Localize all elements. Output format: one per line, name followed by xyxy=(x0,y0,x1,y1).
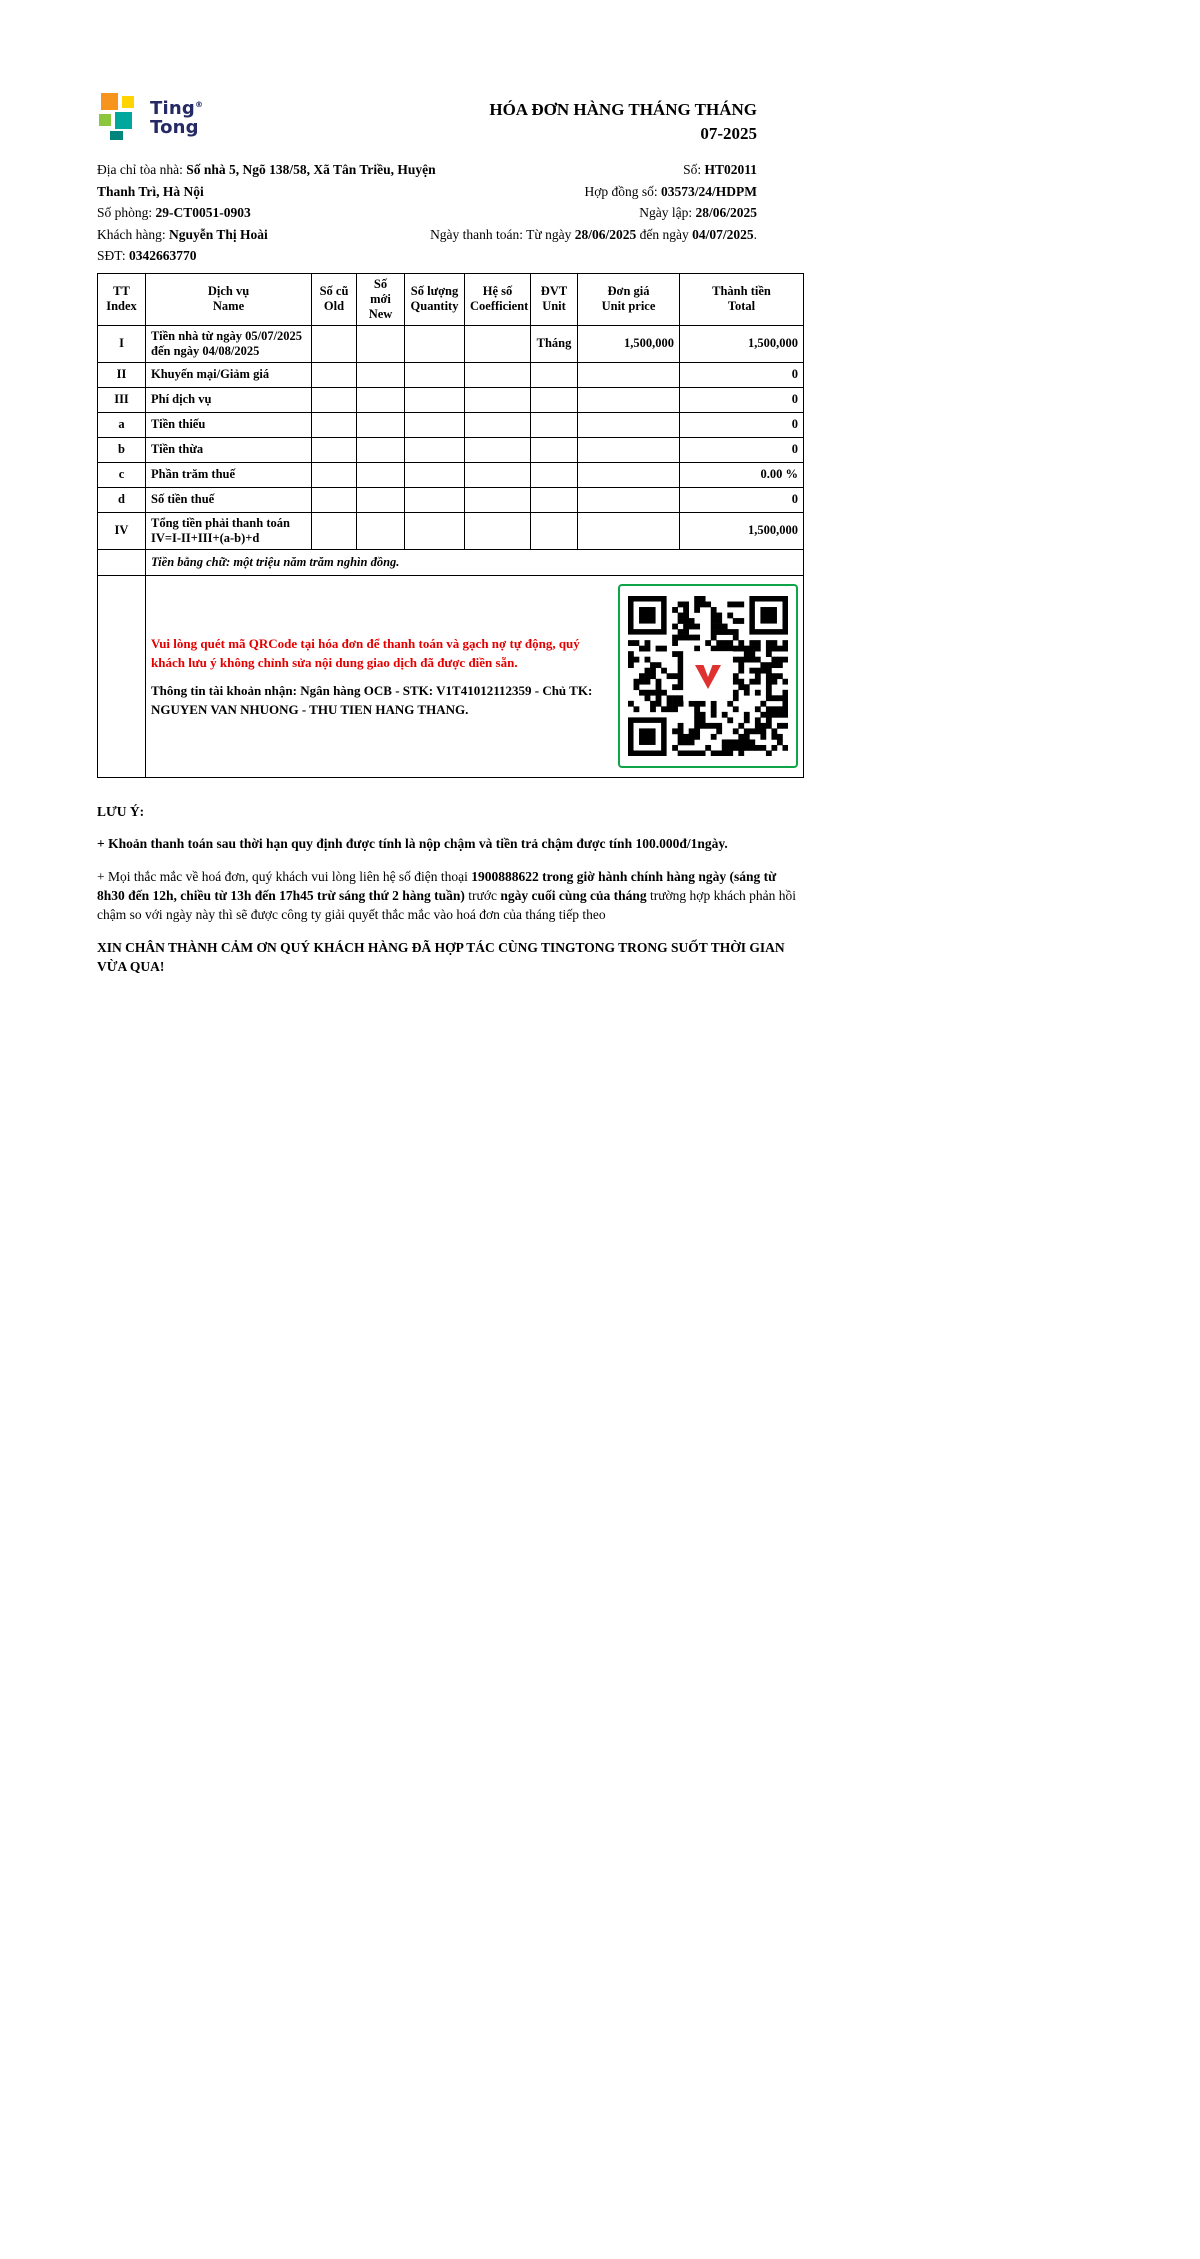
cell-index: a xyxy=(98,412,146,437)
table-row-excess xyxy=(98,437,804,462)
cell-unit-price: 1,500,000 xyxy=(578,325,680,362)
cell-total: 1,500,000 xyxy=(680,512,804,549)
cell-index: I xyxy=(98,325,146,362)
qr-code-frame xyxy=(618,584,798,768)
cell-empty xyxy=(98,549,146,575)
registered-mark: ® xyxy=(194,100,204,109)
cell-name: Tiền nhà từ ngày 05/07/2025 đến ngày 04/08/2025 xyxy=(146,325,312,362)
cell-unit-price xyxy=(578,362,680,387)
cell-total: 0 xyxy=(680,412,804,437)
cell-quantity xyxy=(405,412,465,437)
cell-total: 0 xyxy=(680,362,804,387)
info-left-column xyxy=(97,159,475,267)
cell-unit-price xyxy=(578,512,680,549)
table-header-row xyxy=(98,273,804,325)
cell-empty xyxy=(98,575,146,777)
logo-word-ting: Ting xyxy=(150,98,195,119)
cell-unit xyxy=(531,437,578,462)
cell-total: 0 xyxy=(680,387,804,412)
cell-new xyxy=(357,325,405,362)
invoice-header xyxy=(97,92,803,146)
cell-quantity xyxy=(405,487,465,512)
col-header-coefficient: Hệ số Coefficient xyxy=(465,273,531,325)
info-right-column xyxy=(430,159,757,245)
cell-unit xyxy=(531,362,578,387)
late-payment-note: + Khoản thanh toán sau thời hạn quy định được tính là nộp chậm và tiền trả chậm được tính 100.000đ/1ngày. xyxy=(97,835,728,851)
cell-quantity xyxy=(405,387,465,412)
cell-unit: Tháng xyxy=(531,325,578,362)
cell-unit-price xyxy=(578,412,680,437)
cell-quantity xyxy=(405,325,465,362)
cell-index: IV xyxy=(98,512,146,549)
cell-new xyxy=(357,412,405,437)
cell-new xyxy=(357,362,405,387)
qr-text-block xyxy=(151,634,593,719)
cell-unit-price xyxy=(578,462,680,487)
cell-unit xyxy=(531,487,578,512)
tingtong-logo-icon xyxy=(97,92,143,140)
tingtong-logo-text xyxy=(150,95,203,137)
bank-account-info: Thông tin tài khoản nhận: Ngân hàng OCB - STK: V1T41012112359 - Chủ TK: NGUYEN VAN NHUONG - THU TIEN HANG THANG. xyxy=(151,682,593,717)
cell-total: 0 xyxy=(680,437,804,462)
amount-in-words-row xyxy=(98,549,804,575)
cell-quantity xyxy=(405,362,465,387)
col-header-unit: ĐVT Unit xyxy=(531,273,578,325)
cell-unit xyxy=(531,462,578,487)
cell-new xyxy=(357,487,405,512)
cell-new xyxy=(357,387,405,412)
cell-total: 1,500,000 xyxy=(680,325,804,362)
cell-index: d xyxy=(98,487,146,512)
qr-code xyxy=(628,596,788,756)
cell-coefficient xyxy=(465,412,531,437)
cell-name: Số tiền thuế xyxy=(146,487,312,512)
cell-quantity xyxy=(405,437,465,462)
cell-old xyxy=(312,487,357,512)
cell-index: c xyxy=(98,462,146,487)
notes-section xyxy=(97,804,797,976)
invoice-info xyxy=(97,159,803,267)
cell-old xyxy=(312,325,357,362)
contact-note: + Mọi thắc mắc về hoá đơn, quý khách vui lòng liên hệ số điện thoại 1900888622 trong giờ hành chính hàng ngày (sáng từ 8h30 đến 12h, chiều từ 13h đến 17h45 trừ sáng thứ 2 hàng tuần) trước ngày cuối cùng của tháng trường hợp khách phản hồi chậm so với ngày này thì sẽ được công ty giải quyết thắc mắc vào hoá đơn của tháng tiếp theo xyxy=(97,868,797,922)
issue-date: Ngày lập: 28/06/2025 xyxy=(639,205,757,220)
tingtong-logo xyxy=(97,92,203,140)
cell-old xyxy=(312,412,357,437)
contract-number: Hợp đồng số: 03573/24/HDPM xyxy=(584,183,757,199)
invoice-table xyxy=(97,273,804,778)
cell-name: Khuyến mại/Giảm giá xyxy=(146,362,312,387)
col-header-new: Số mới New xyxy=(357,273,405,325)
col-header-name: Dịch vụ Name xyxy=(146,273,312,325)
customer-name: Khách hàng: Nguyễn Thị Hoài xyxy=(97,226,268,242)
cell-name: Phí dịch vụ xyxy=(146,387,312,412)
notes-heading: LƯU Ý: xyxy=(97,803,145,819)
table-row-discount xyxy=(98,362,804,387)
table-row-service-fee xyxy=(98,387,804,412)
cell-old xyxy=(312,387,357,412)
cell-total: 0 xyxy=(680,487,804,512)
phone-number: SĐT: 0342663770 xyxy=(97,248,197,263)
thanks-note: XIN CHÂN THÀNH CẢM ƠN QUÝ KHÁCH HÀNG ĐÃ HỢP TÁC CÙNG TINGTONG TRONG SUỐT THỜI GIAN VỪA QUA! xyxy=(97,939,785,974)
room-number: Số phòng: 29-CT0051-0903 xyxy=(97,205,251,220)
cell-new xyxy=(357,462,405,487)
logo-word-tong: Tong xyxy=(150,117,199,138)
cell-coefficient xyxy=(465,362,531,387)
cell-name: Tiền thiếu xyxy=(146,412,312,437)
building-address: Địa chỉ tòa nhà: Số nhà 5, Ngõ 138/58, Xã Tân Triều, Huyện Thanh Trì, Hà Nội xyxy=(97,162,436,199)
amount-in-words: Tiền bằng chữ: một triệu năm trăm nghìn đồng. xyxy=(146,549,804,575)
payment-period: Ngày thanh toán: Từ ngày 28/06/2025 đến ngày 04/07/2025. xyxy=(430,226,757,242)
col-header-total: Thành tiền Total xyxy=(680,273,804,325)
table-row-tax-percent xyxy=(98,462,804,487)
cell-quantity xyxy=(405,462,465,487)
qr-section xyxy=(146,575,804,777)
cell-new xyxy=(357,437,405,462)
col-header-quantity: Số lượng Quantity xyxy=(405,273,465,325)
invoice-number: Số: HT02011 xyxy=(683,162,757,177)
qr-row xyxy=(98,575,804,777)
col-header-index: TT Index xyxy=(98,273,146,325)
cell-unit xyxy=(531,512,578,549)
cell-coefficient xyxy=(465,325,531,362)
cell-old xyxy=(312,437,357,462)
cell-unit-price xyxy=(578,487,680,512)
cell-total: 0.00 % xyxy=(680,462,804,487)
cell-index: III xyxy=(98,387,146,412)
col-header-old: Số cũ Old xyxy=(312,273,357,325)
cell-index: b xyxy=(98,437,146,462)
cell-old xyxy=(312,512,357,549)
cell-name: Tiền thừa xyxy=(146,437,312,462)
cell-coefficient xyxy=(465,387,531,412)
cell-new xyxy=(357,512,405,549)
cell-name: Phần trăm thuế xyxy=(146,462,312,487)
cell-name: Tổng tiền phải thanh toán IV=I-II+III+(a-b)+d xyxy=(146,512,312,549)
cell-old xyxy=(312,362,357,387)
cell-unit xyxy=(531,412,578,437)
cell-old xyxy=(312,462,357,487)
cell-coefficient xyxy=(465,437,531,462)
col-header-unit-price: Đơn giá Unit price xyxy=(578,273,680,325)
cell-coefficient xyxy=(465,487,531,512)
cell-unit-price xyxy=(578,387,680,412)
invoice-page xyxy=(0,0,803,976)
table-row-shortage xyxy=(98,412,804,437)
cell-quantity xyxy=(405,512,465,549)
cell-unit xyxy=(531,387,578,412)
invoice-title: HÓA ĐƠN HÀNG THÁNG THÁNG 07-2025 xyxy=(489,100,757,143)
qr-payment-notice: Vui lòng quét mã QRCode tại hóa đơn để thanh toán và gạch nợ tự động, quý khách lưu ý không chỉnh sửa nội dung giao dịch đã được điền sẵn. xyxy=(151,635,580,670)
cell-coefficient xyxy=(465,512,531,549)
table-row-grand-total xyxy=(98,512,804,549)
table-row-tax-amount xyxy=(98,487,804,512)
cell-unit-price xyxy=(578,437,680,462)
table-row-rent xyxy=(98,325,804,362)
cell-index: II xyxy=(98,362,146,387)
cell-coefficient xyxy=(465,462,531,487)
